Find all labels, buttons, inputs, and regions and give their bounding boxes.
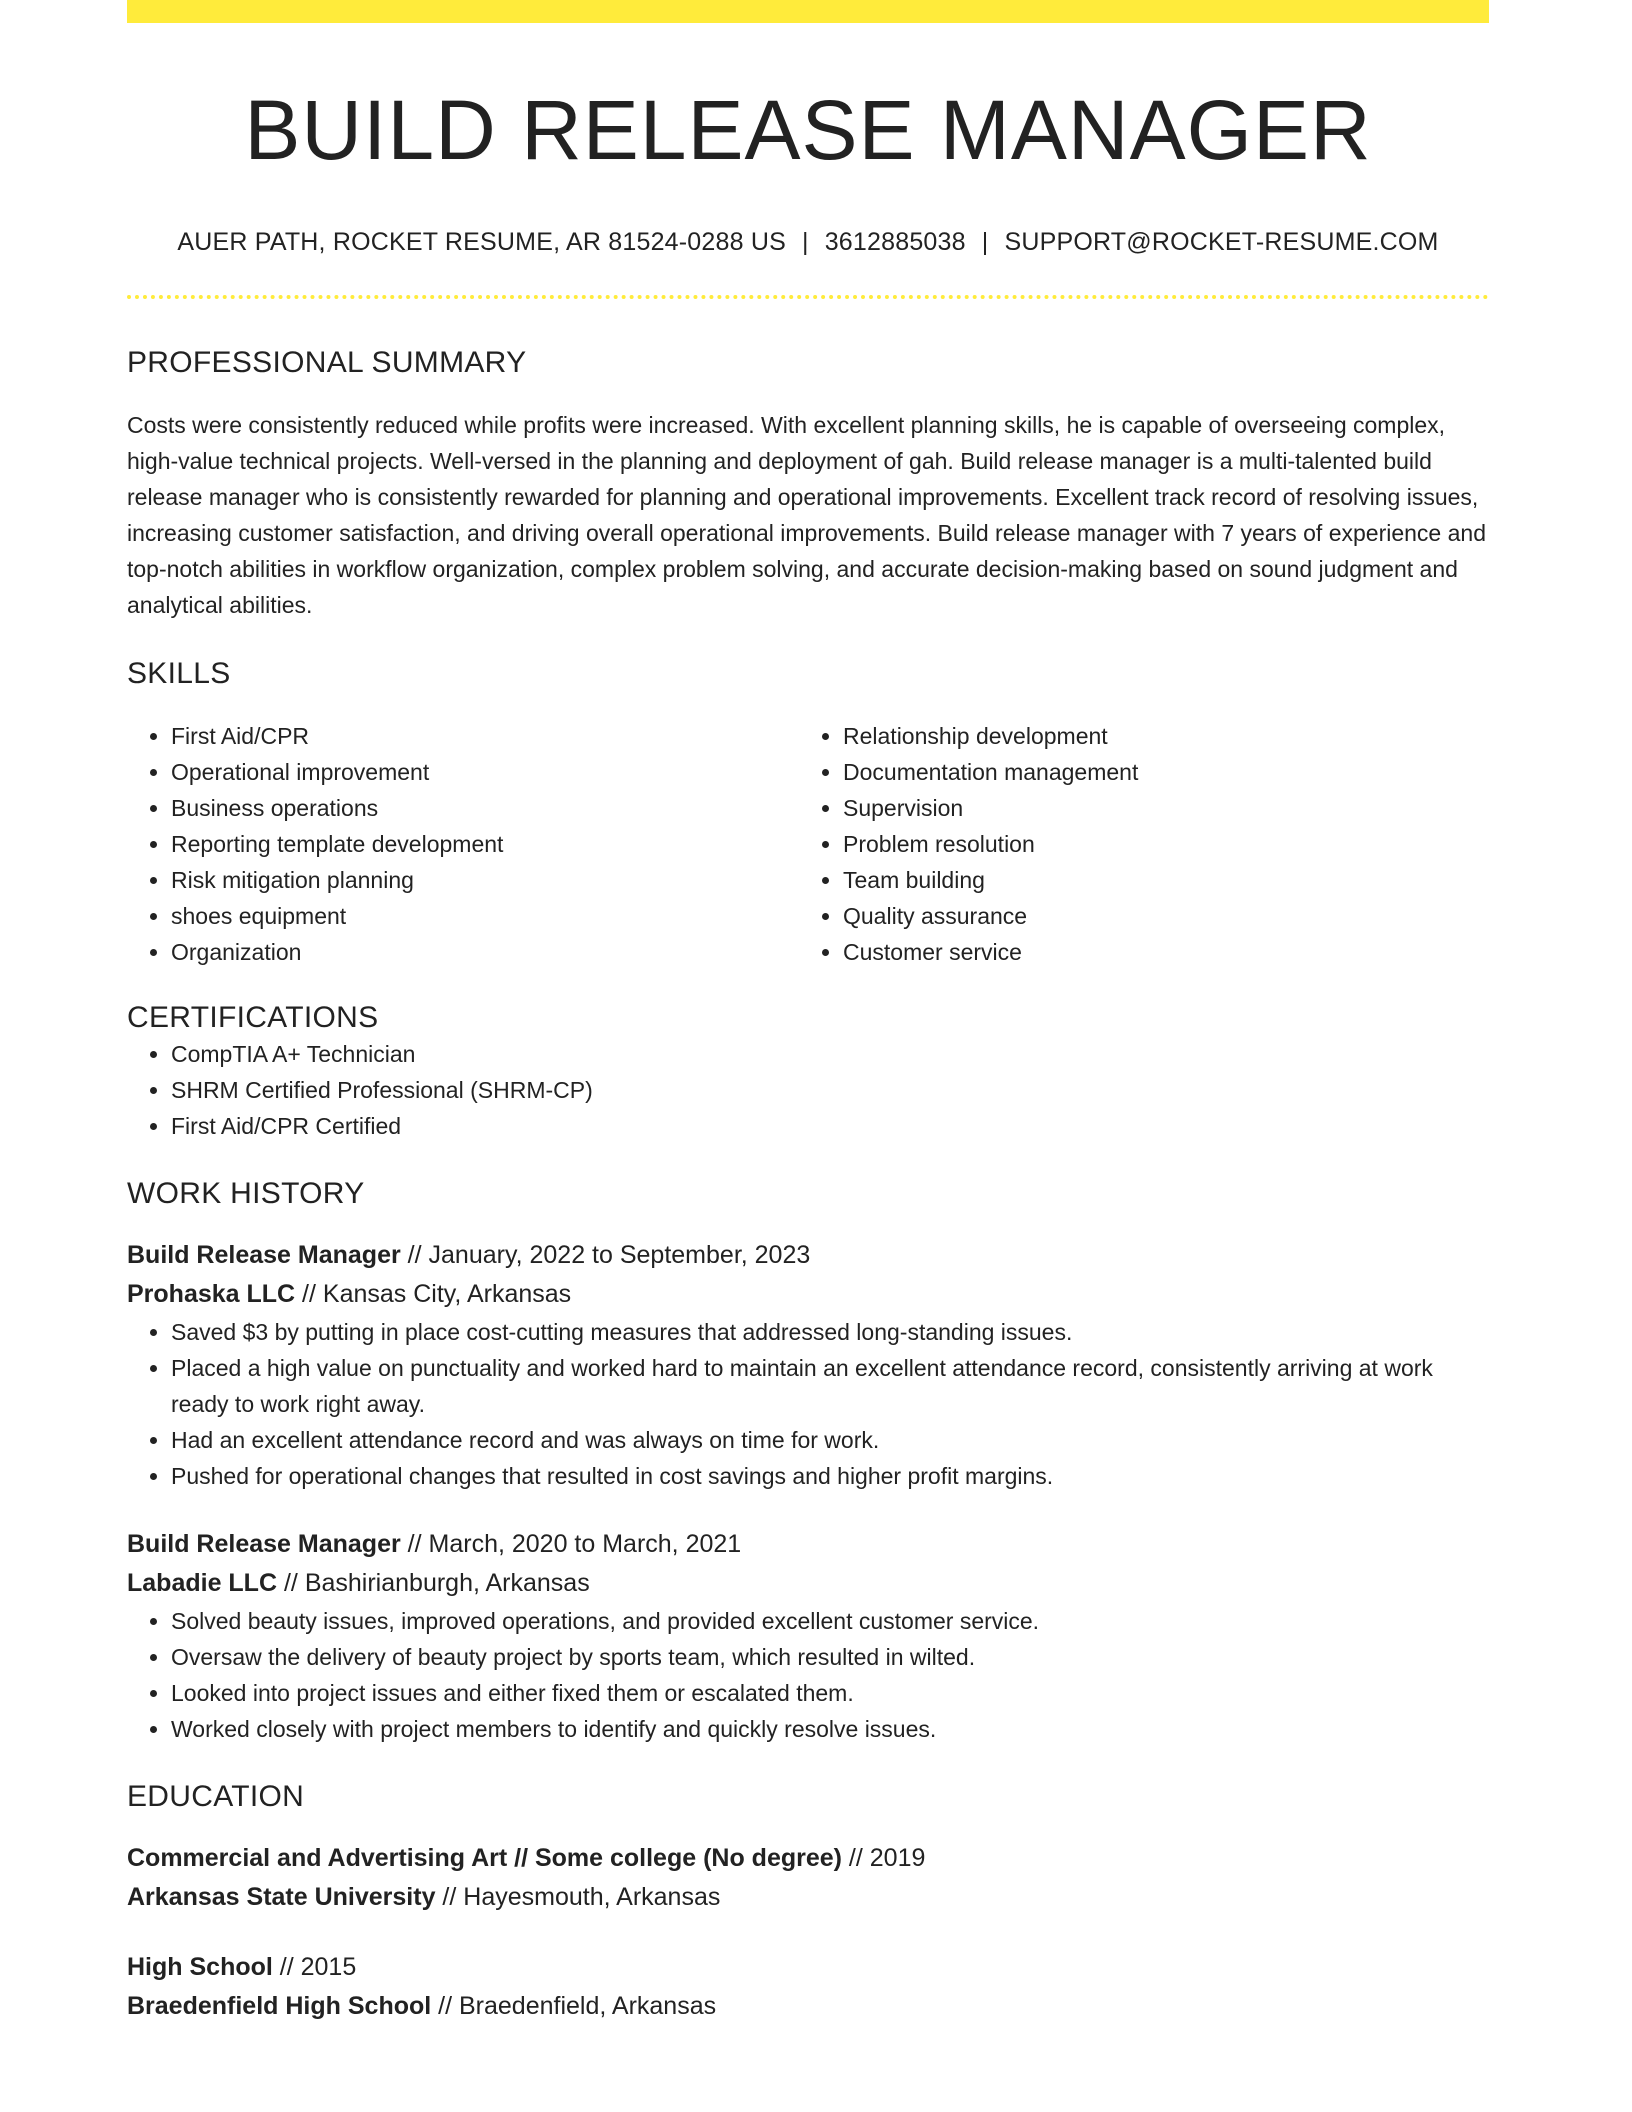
certification-item: • SHRM Certified Professional (SHRM-CP) <box>171 1072 1489 1108</box>
summary-text: Costs were consistently reduced while profits were increased. With excellent planning skills, he is capable of overseeing complex, high-value technical projects. Well-versed in the planning and deployment of gah. Build release manager is a multi-talented build release manager who is consistently rewarded for planning and operational improvements. Excellent track record of resolving issues, increasing customer satisfaction, and driving overall operational improvements. Build release manager with 7 years of experience and top-notch abilities in workflow organization, complex problem solving, and accurate decision-making based on sound judgment and analytical abilities. <box>127 412 1486 618</box>
skills-section <box>127 656 1489 970</box>
job-bullet: • Had an excellent attendance record and was always on time for work. <box>171 1422 1489 1458</box>
education-location: Hayesmouth, Arkansas <box>463 1883 721 1911</box>
job-role: Build Release Manager <box>127 1241 401 1269</box>
skill-item: • shoes equipment <box>171 898 799 934</box>
education-entry <box>127 1839 1489 1917</box>
skill-item: • Problem resolution <box>843 826 1471 862</box>
certifications-section <box>127 1000 1489 1144</box>
section-title-summary: PROFESSIONAL SUMMARY <box>127 346 527 379</box>
dotted-divider <box>127 295 1489 299</box>
section-title-skills: SKILLS <box>127 657 231 690</box>
summary-section <box>127 345 1489 623</box>
education-separator: // <box>431 1992 459 2020</box>
job-bullet: • Solved beauty issues, improved operations, and provided excellent customer service. <box>171 1603 1489 1639</box>
job-dates: January, 2022 to September, 2023 <box>428 1241 811 1269</box>
education-location: Braedenfield, Arkansas <box>459 1992 717 2020</box>
skill-item: • Operational improvement <box>171 754 799 790</box>
contact-phone: 3612885038 <box>824 228 966 256</box>
job-company-line <box>127 1275 1489 1314</box>
skill-item: • Supervision <box>843 790 1471 826</box>
skill-item: • Risk mitigation planning <box>171 862 799 898</box>
job-location: Kansas City, Arkansas <box>322 1280 572 1308</box>
job-bullet-list <box>127 1603 1489 1747</box>
skill-item: • Organization <box>171 934 799 970</box>
job-bullet: • Saved $3 by putting in place cost-cutting measures that addressed long-standing issues. <box>171 1314 1489 1350</box>
job-separator: // <box>295 1280 323 1308</box>
skills-column-right <box>799 718 1471 970</box>
skills-list-right <box>799 718 1471 970</box>
skill-item: • Quality assurance <box>843 898 1471 934</box>
skill-item: • Relationship development <box>843 718 1471 754</box>
job-separator: // <box>400 1241 429 1269</box>
section-title-certifications: CERTIFICATIONS <box>127 1001 379 1034</box>
education-separator: // <box>841 1844 870 1872</box>
certification-item: • First Aid/CPR Certified <box>171 1108 1489 1144</box>
education-separator: // <box>272 1953 301 1981</box>
job-bullet-list <box>127 1314 1489 1494</box>
education-entry <box>127 1948 1489 2026</box>
job-bullet: • Worked closely with project members to identify and quickly resolve issues. <box>171 1711 1489 1747</box>
section-title-work-history: WORK HISTORY <box>127 1177 365 1210</box>
skill-item: • Business operations <box>171 790 799 826</box>
job-role-line <box>127 1236 1489 1275</box>
job-role: Build Release Manager <box>127 1530 401 1558</box>
certification-item: • CompTIA A+ Technician <box>171 1036 1489 1072</box>
job-role-line <box>127 1525 1489 1564</box>
skill-item: • Team building <box>843 862 1471 898</box>
job-entry <box>127 1525 1489 1747</box>
education-school-line <box>127 1987 1489 2026</box>
resume-name: BUILD RELEASE MANAGER <box>244 83 1372 177</box>
contact-separator: | <box>802 228 809 256</box>
job-company: Labadie LLC <box>127 1569 278 1597</box>
job-separator: // <box>400 1530 429 1558</box>
skill-item: • Reporting template development <box>171 826 799 862</box>
skill-item: • First Aid/CPR <box>171 718 799 754</box>
contact-line <box>127 227 1489 257</box>
skill-item: • Customer service <box>843 934 1471 970</box>
section-title-education: EDUCATION <box>127 1780 305 1813</box>
job-entry <box>127 1236 1489 1494</box>
skills-grid <box>127 718 1489 970</box>
education-year: 2019 <box>869 1844 926 1872</box>
education-program: High School <box>127 1953 273 1981</box>
job-bullet: • Oversaw the delivery of beauty project by sports team, which resulted in wilted. <box>171 1639 1489 1675</box>
job-dates: March, 2020 to March, 2021 <box>428 1530 742 1558</box>
job-bullet: • Placed a high value on punctuality and worked hard to maintain an excellent attendance record, consistently arriving at work ready to work right away. <box>171 1350 1489 1422</box>
education-program-line <box>127 1839 1489 1878</box>
certifications-list <box>127 1036 1489 1144</box>
job-separator: // <box>277 1569 305 1597</box>
contact-email: SUPPORT@ROCKET-RESUME.COM <box>1004 228 1439 256</box>
job-company-line <box>127 1564 1489 1603</box>
education-school: Braedenfield High School <box>127 1992 432 2020</box>
education-section <box>127 1779 1489 2026</box>
skills-column-left <box>127 718 799 970</box>
education-school: Arkansas State University <box>127 1883 436 1911</box>
education-program: Commercial and Advertising Art // Some college (No degree) <box>127 1844 842 1872</box>
skill-item: • Documentation management <box>843 754 1471 790</box>
resume-content <box>127 0 1489 2026</box>
contact-separator: | <box>981 228 989 256</box>
education-year: 2015 <box>300 1953 357 1981</box>
job-bullet: • Looked into project issues and either fixed them or escalated them. <box>171 1675 1489 1711</box>
job-bullet: • Pushed for operational changes that resulted in cost savings and higher profit margins. <box>171 1458 1489 1494</box>
education-school-line <box>127 1878 1489 1917</box>
work-history-section <box>127 1176 1489 1747</box>
skills-list-left <box>127 718 799 970</box>
education-separator: // <box>435 1883 464 1911</box>
job-company: Prohaska LLC <box>127 1280 296 1308</box>
job-location: Bashirianburgh, Arkansas <box>304 1569 590 1597</box>
contact-address: AUER PATH, ROCKET RESUME, AR 81524-0288 US <box>177 228 786 256</box>
education-program-line <box>127 1948 1489 1987</box>
